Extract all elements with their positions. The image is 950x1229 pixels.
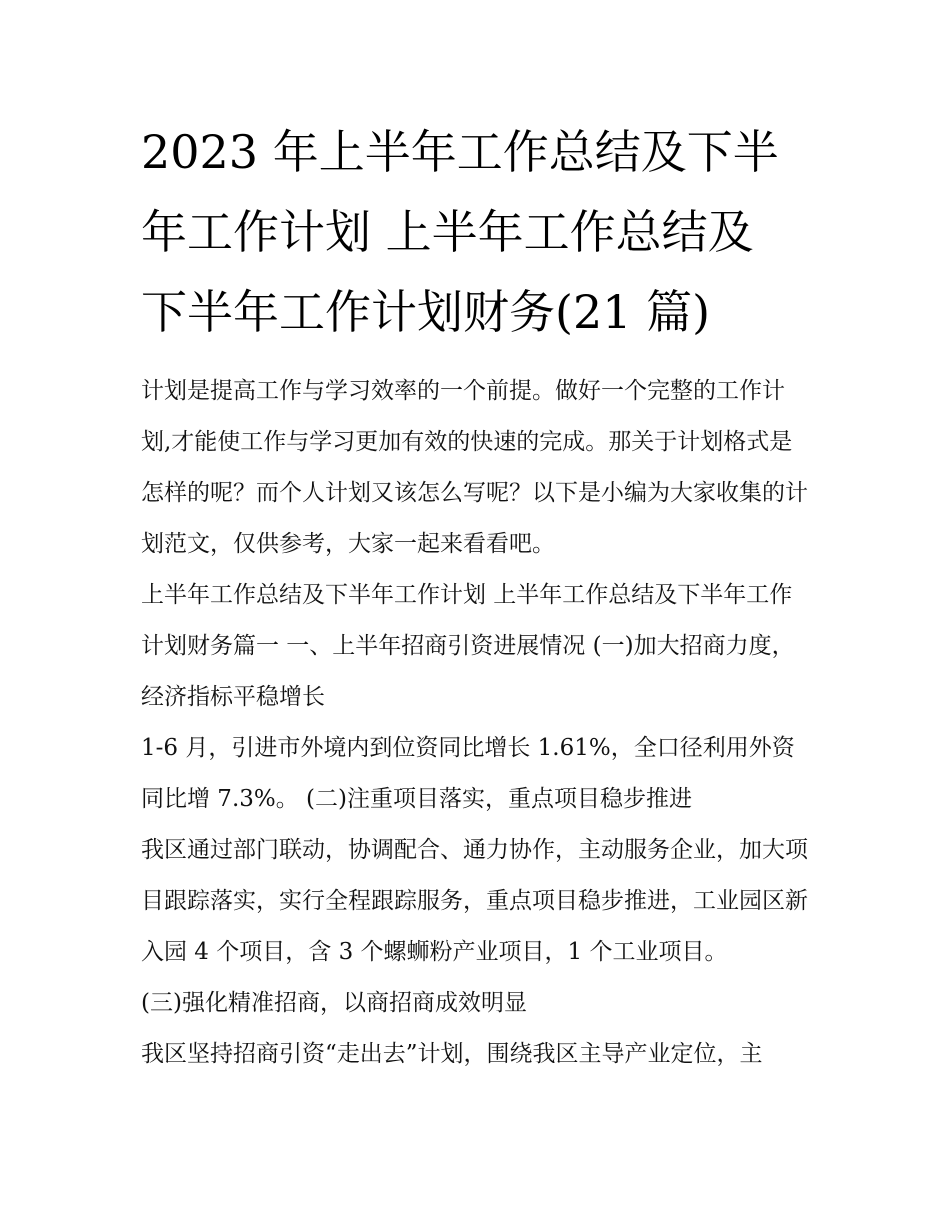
document-content <box>141 112 813 1080</box>
paragraph-subheading: (三)强化精准招商，以商招商成效明显 <box>141 990 527 1016</box>
document-title <box>141 112 813 352</box>
title-line-2: 年工作计划 上半年工作总结及 <box>141 205 754 259</box>
paragraph-statistics: 1-6 月，引进市外境内到位资同比增长 1.61%，全口径利用外资同比增 7.3%。 (二)注重项目落实，重点项目稳步推进 <box>141 735 795 812</box>
document-body <box>141 366 813 1080</box>
paragraph-projects: 我区通过部门联动，协调配合、通力协作，主动服务企业，加大项目跟踪落实，实行全程跟踪服务，重点项目稳步推进，工业园区新入园 4 个项目，含 3 个螺蛳粉产业项目，1 个工业项目。 <box>141 837 808 965</box>
paragraph-section-heading: 上半年工作总结及下半年工作计划 上半年工作总结及下半年工作计划财务篇一 一、上半年招商引资进展情况 (一)加大招商力度，经济指标平稳增长 <box>141 582 795 710</box>
paragraph-intro: 计划是提高工作与学习效率的一个前提。做好一个完整的工作计划,才能使工作与学习更加有效的快速的完成。那关于计划格式是怎样的呢？而个人计划又该怎么写呢？以下是小编为大家收集的计划范文，仅供参考，大家一起来看看吧。 <box>141 378 808 557</box>
paragraph-strategy: 我区坚持招商引资“走出去”计划，围绕我区主导产业定位，主 <box>141 1041 763 1067</box>
title-line-1: 2023 年上半年工作总结及下半 <box>141 125 779 179</box>
title-line-3: 下半年工作计划财务(21 篇) <box>141 285 711 339</box>
